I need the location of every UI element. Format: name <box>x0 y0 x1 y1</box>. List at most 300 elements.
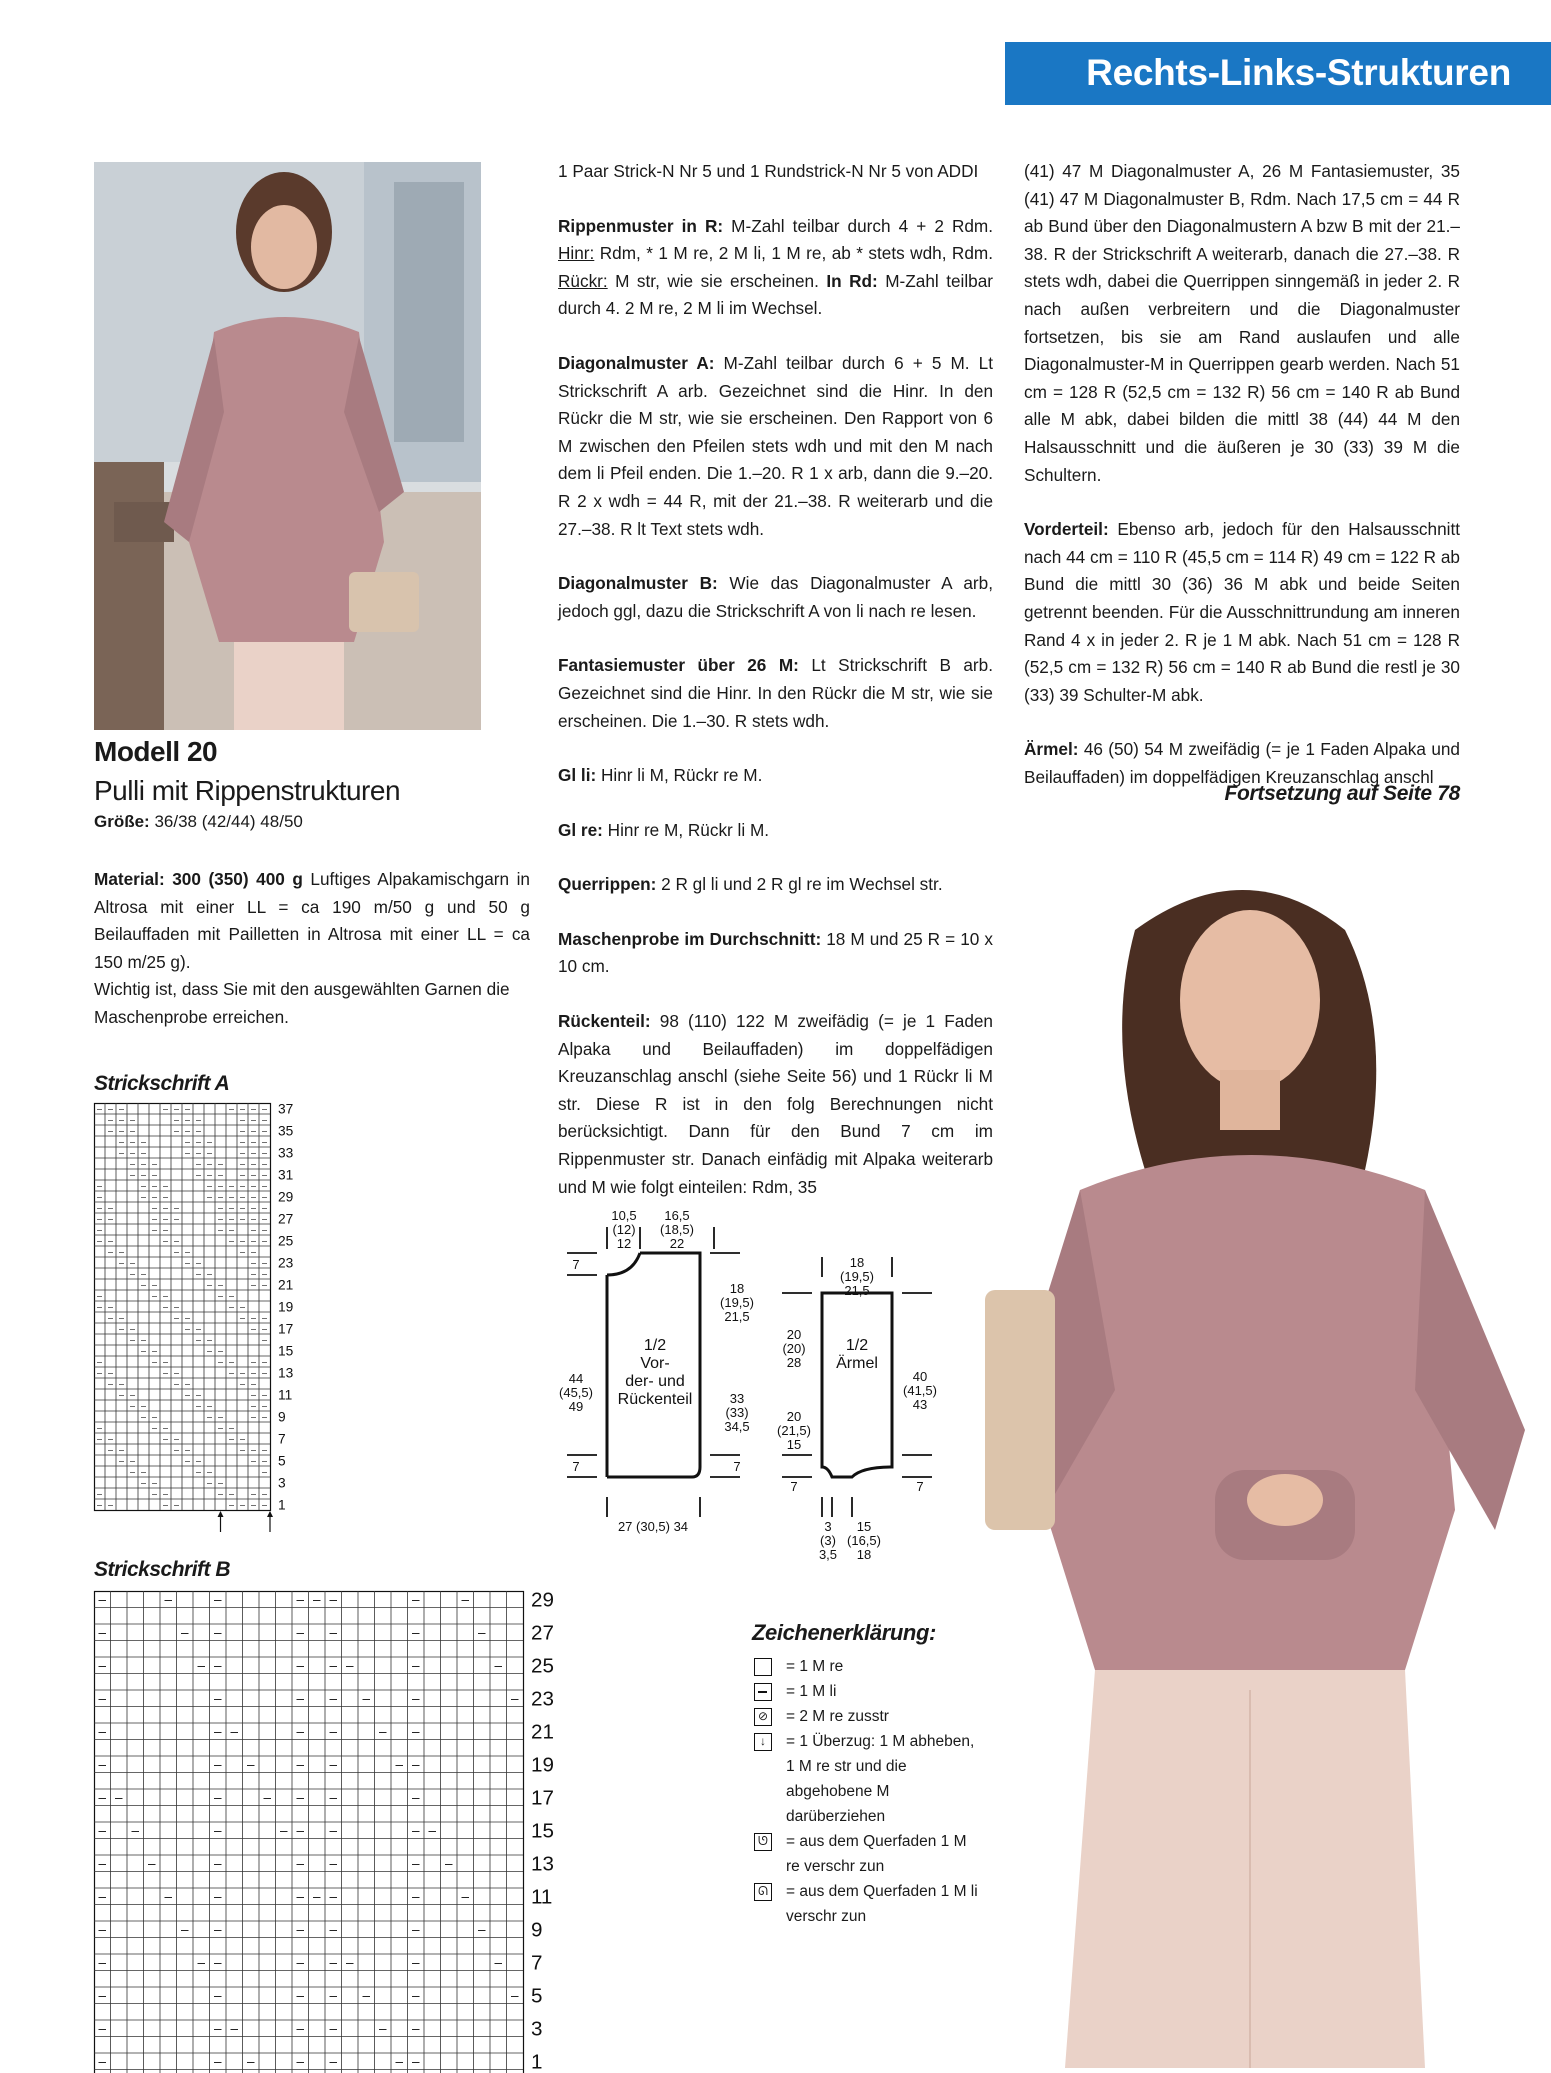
chart-symbol: – <box>196 1401 202 1411</box>
chart-symbol: – <box>185 1258 191 1268</box>
chart-symbol: – <box>395 1757 403 1772</box>
dim-neck: 7 <box>572 1257 579 1272</box>
chart-symbol: – <box>329 2021 337 2036</box>
chart-symbol: – <box>329 2054 337 2069</box>
chart-symbol: – <box>379 2021 387 2036</box>
chart-symbol: – <box>428 1823 436 1838</box>
chart-symbol: – <box>119 1324 125 1334</box>
chart-symbol: – <box>240 1368 246 1378</box>
chart-symbol: – <box>240 1313 246 1323</box>
chart-symbol: – <box>97 1225 103 1235</box>
chart-symbol: – <box>329 1889 337 1904</box>
material-note: Wichtig ist, dass Sie mit den ausgewählten Garnen die Maschenprobe erreichen. <box>94 976 530 1031</box>
chart-symbol: – <box>296 1625 304 1640</box>
legend-text: = 1 M re <box>786 1658 843 1675</box>
chart-symbol: – <box>97 1236 103 1246</box>
chart-symbol: – <box>240 1115 246 1125</box>
chart-symbol: – <box>412 2021 420 2036</box>
chart-symbol: – <box>174 1500 180 1510</box>
chart-symbol: – <box>98 1691 106 1706</box>
chart-symbol: – <box>240 1500 246 1510</box>
rueck-text: 98 (110) 122 M zweifädig (= je 1 Faden Alpaka und Beilauffaden) im doppelfädigen Kreuzanschlag anschl (siehe Seite 56) und 1 Rückr li M str. Diese R ist in den folg Berechnungen nicht berücksichtigt. Dann für den Bund 7 cm im Rippenmuster str. Danach einfädig mit Alpaka weiterarb und M wie folgt einteilen: Rdm, 35 <box>558 1011 993 1197</box>
chart-symbol: – <box>251 1214 257 1224</box>
chart-symbol: – <box>251 1148 257 1158</box>
chart-symbol: – <box>229 1291 235 1301</box>
probe-text: 18 M und 25 R = 10 x 10 cm. <box>558 929 993 977</box>
chart-symbol: – <box>196 1148 202 1158</box>
chart-symbol: – <box>108 1104 114 1114</box>
chart-symbol: – <box>152 1214 158 1224</box>
chart-symbol: – <box>214 1691 222 1706</box>
chart-symbol: – <box>262 1456 268 1466</box>
chart-symbol: – <box>240 1192 246 1202</box>
row-number: 7 <box>278 1431 286 1446</box>
dim-body-bund: 7 <box>572 1459 579 1474</box>
chart-symbol: – <box>152 1291 158 1301</box>
chart-symbol: – <box>412 1625 420 1640</box>
chart-symbol: – <box>98 1889 106 1904</box>
rib-pattern <box>558 213 993 323</box>
chart-symbol: – <box>163 1225 169 1235</box>
chart-symbol: – <box>97 1357 103 1367</box>
chart-symbol: – <box>152 1280 158 1290</box>
chart-symbol: – <box>251 1181 257 1191</box>
chart-symbol: – <box>119 1115 125 1125</box>
chart-symbol: – <box>174 1104 180 1114</box>
legend-item-purl <box>752 1679 982 1704</box>
chart-symbol: – <box>218 1225 224 1235</box>
row-number: 17 <box>531 1787 554 1810</box>
chart-b-title: Strickschrift B <box>94 1558 230 1582</box>
chart-symbol: – <box>240 1434 246 1444</box>
gl-re <box>558 817 993 845</box>
row-number: 27 <box>278 1211 293 1226</box>
chart-symbol: – <box>185 1247 191 1257</box>
chart-symbol: – <box>218 1357 224 1367</box>
model-photo-top <box>94 162 481 730</box>
chart-symbol: – <box>329 1955 337 1970</box>
chart-symbol: – <box>214 1955 222 1970</box>
chart-symbol: – <box>218 1203 224 1213</box>
chart-symbol: – <box>240 1214 246 1224</box>
chart-symbol: – <box>141 1467 147 1477</box>
dim-side: (33) <box>725 1405 748 1420</box>
chart-symbol: – <box>251 1115 257 1125</box>
chart-symbol: – <box>196 1467 202 1477</box>
chart-symbol: – <box>214 1988 222 2003</box>
probe-label: Maschenprobe im Durchschnitt: <box>558 929 821 949</box>
chart-symbol: – <box>197 1658 205 1673</box>
chart-symbol: – <box>152 1159 158 1169</box>
dim-side: 33 <box>730 1391 744 1406</box>
chart-symbol: – <box>185 1104 191 1114</box>
chart-symbol: – <box>296 1592 304 1607</box>
chart-symbol: – <box>174 1368 180 1378</box>
chart-symbol: – <box>141 1148 147 1158</box>
chart-symbol: – <box>247 1757 255 1772</box>
dim-sleeve-upper: 20 <box>787 1327 801 1342</box>
legend-text: = 1 M li <box>786 1683 836 1700</box>
dim-sleeve-top: (19,5) <box>840 1269 874 1284</box>
size-value: 36/38 (42/44) 48/50 <box>150 812 303 831</box>
chart-symbol: – <box>229 1489 235 1499</box>
chart-symbol: – <box>97 1434 103 1444</box>
m1-knit-symbol-icon: ᘎ <box>754 1833 772 1851</box>
model-photo-bottom <box>985 870 1551 2068</box>
rib-rueckr: Rückr: <box>558 271 608 291</box>
chart-symbol: – <box>108 1445 114 1455</box>
row-number: 3 <box>531 2018 542 2041</box>
material-label: Material: 300 (350) 400 g <box>94 869 303 889</box>
legend-text: = 2 M re zusstr <box>786 1708 889 1725</box>
chart-symbol: – <box>108 1236 114 1246</box>
chart-symbol: – <box>296 1691 304 1706</box>
size-label: Größe: <box>94 812 150 831</box>
chart-symbol: – <box>251 1401 257 1411</box>
chart-symbol: – <box>174 1247 180 1257</box>
chart-symbol: – <box>346 1955 354 1970</box>
chart-symbol: – <box>97 1291 103 1301</box>
chart-symbol: – <box>196 1269 202 1279</box>
diag-b-text: Wie das Diagonalmuster A arb, jedoch ggl, dazu die Strickschrift A von li nach re lesen. <box>558 573 993 621</box>
chart-symbol: – <box>141 1269 147 1279</box>
instructions-column-2 <box>558 158 993 1228</box>
chart-symbol: – <box>141 1478 147 1488</box>
chart-symbol: – <box>251 1247 257 1257</box>
chart-symbol: – <box>98 1955 106 1970</box>
chart-symbol: – <box>262 1401 268 1411</box>
gl-li <box>558 762 993 790</box>
row-number: 21 <box>531 1721 554 1744</box>
body-label: 1/2 <box>644 1337 666 1354</box>
dim-side: 34,5 <box>724 1419 749 1434</box>
chart-symbol: – <box>97 1192 103 1202</box>
material-text: Luftiges Alpakamischgarn in Altrosa mit einer LL = ca 190 m/50 g und 50 g Beilauffaden mit Pailletten in Altrosa mit einer LL = ca 150 m/25 g). <box>94 869 530 972</box>
chart-symbol: – <box>262 1412 268 1422</box>
chart-symbol: – <box>329 1922 337 1937</box>
chart-symbol: – <box>296 1856 304 1871</box>
glre-label: Gl re: <box>558 820 603 840</box>
chart-symbol: – <box>108 1126 114 1136</box>
chart-symbol: – <box>240 1126 246 1136</box>
chart-symbol: – <box>262 1357 268 1367</box>
rib-label: Rippenmuster in R: <box>558 216 723 236</box>
diag-a-text: M-Zahl teilbar durch 6 + 5 M. Lt Strickschrift A arb. Gezeichnet sind die Hinr. In den Rückr die M str, wie sie erscheinen. Den Rapport von 6 M zwischen den Pfeilen stets wdh und mit den M nach dem li Pfeil enden. Die 1.–20. R 1 x arb, dann die 9.–20. R 2 x wdh = 44 R, mit der 21.–38. R weiterarb und die 27.–38. R lt Text stets wdh. <box>558 353 993 539</box>
section-title: Rechts-Links-Strukturen <box>1086 52 1511 94</box>
row-number: 1 <box>278 1497 286 1512</box>
chart-symbol: – <box>251 1126 257 1136</box>
chart-symbol: – <box>119 1456 125 1466</box>
row-number: 9 <box>278 1409 286 1424</box>
dim-armhole: 21,5 <box>724 1309 749 1324</box>
chart-symbol: – <box>251 1489 257 1499</box>
row-number: 15 <box>278 1343 294 1358</box>
dim-sleeve-top: 21,5 <box>844 1283 869 1298</box>
chart-symbol: – <box>163 1423 169 1433</box>
dim-sleeve-len: 40 <box>913 1369 927 1384</box>
row-number: 5 <box>278 1453 286 1468</box>
chart-symbol: – <box>251 1137 257 1147</box>
chart-symbol: – <box>263 1790 271 1805</box>
chart-symbol: – <box>251 1357 257 1367</box>
chart-symbol: – <box>141 1192 147 1202</box>
chart-symbol: – <box>262 1148 268 1158</box>
fantasy-pattern <box>558 652 993 735</box>
row-number: 29 <box>531 1589 554 1612</box>
chart-symbol: – <box>141 1412 147 1422</box>
chart-symbol: – <box>185 1324 191 1334</box>
chart-symbol: – <box>174 1434 180 1444</box>
chart-symbol: – <box>240 1203 246 1213</box>
row-number: 13 <box>278 1365 294 1380</box>
chart-symbol: – <box>445 1856 453 1871</box>
chart-b <box>94 1591 734 1931</box>
chart-symbol: – <box>119 1390 125 1400</box>
chart-symbol: – <box>141 1335 147 1345</box>
chart-symbol: – <box>207 1280 213 1290</box>
chart-symbol: – <box>119 1126 125 1136</box>
chart-symbol: – <box>251 1456 257 1466</box>
chart-symbol: – <box>130 1170 136 1180</box>
legend-item-m1k <box>752 1829 982 1879</box>
chart-symbol: – <box>115 1790 123 1805</box>
chart-symbol: – <box>329 1823 337 1838</box>
legend-title: Zeichenerklärung: <box>752 1620 982 1646</box>
fant-label: Fantasiemuster über 26 M: <box>558 655 799 675</box>
chart-symbol: – <box>296 1889 304 1904</box>
row-number: 31 <box>278 1167 293 1182</box>
dim-body-height: 44 <box>569 1371 583 1386</box>
skp-symbol-icon: ↓ <box>754 1733 772 1751</box>
chart-symbol: – <box>296 1724 304 1739</box>
chart-symbol: – <box>280 1823 288 1838</box>
chart-symbol: – <box>214 1790 222 1805</box>
chart-symbol: – <box>174 1236 180 1246</box>
rueckenteil <box>558 1008 993 1201</box>
chart-symbol: – <box>98 1757 106 1772</box>
chart-symbol: – <box>251 1379 257 1389</box>
chart-symbol: – <box>119 1104 125 1114</box>
chart-symbol: – <box>329 1625 337 1640</box>
dim-sleeve-lower: (21,5) <box>777 1423 811 1438</box>
chart-symbol: – <box>229 1368 235 1378</box>
chart-symbol: – <box>185 1379 191 1389</box>
chart-symbol: – <box>196 1456 202 1466</box>
legend-text: = aus dem Querfaden 1 M re verschr zun <box>786 1833 967 1875</box>
chart-symbol: – <box>97 1489 103 1499</box>
body-label: der- und <box>625 1373 685 1390</box>
chart-symbol: – <box>185 1126 191 1136</box>
chart-symbol: – <box>251 1258 257 1268</box>
model-subtitle: Pulli mit Rippenstrukturen <box>94 775 400 807</box>
chart-symbol: – <box>262 1500 268 1510</box>
chart-symbol: – <box>262 1335 268 1345</box>
gauge <box>558 926 993 981</box>
chart-symbol: – <box>247 2054 255 2069</box>
chart-symbol: – <box>412 2054 420 2069</box>
chart-symbol: – <box>152 1170 158 1180</box>
chart-symbol: – <box>97 1181 103 1191</box>
chart-symbol: – <box>262 1368 268 1378</box>
row-number: 17 <box>278 1321 293 1336</box>
chart-symbol: – <box>214 1922 222 1937</box>
dim-top-a: 10,5 <box>611 1208 636 1223</box>
chart-symbol: – <box>130 1148 136 1158</box>
aermel-text: 46 (50) 54 M zweifädig (= je 1 Faden Alpaka und Beilauffaden) im doppelfädigen Kreuzanschlag anschl <box>1024 739 1460 787</box>
chart-symbol: – <box>174 1115 180 1125</box>
chart-symbol: – <box>379 1724 387 1739</box>
chart-symbol: – <box>207 1478 213 1488</box>
chart-symbol: – <box>230 1724 238 1739</box>
chart-symbol: – <box>251 1170 257 1180</box>
dim-width: 27 (30,5) 34 <box>618 1519 688 1534</box>
legend-item-knit <box>752 1654 982 1679</box>
chart-symbol: – <box>207 1137 213 1147</box>
chart-symbol: – <box>511 1691 519 1706</box>
chart-symbol: – <box>152 1203 158 1213</box>
chart-symbol: – <box>152 1357 158 1367</box>
chart-symbol: – <box>329 1592 337 1607</box>
quer-label: Querrippen: <box>558 874 656 894</box>
chart-symbol: – <box>262 1236 268 1246</box>
chart-symbol: – <box>152 1192 158 1202</box>
chart-symbol: – <box>163 1357 169 1367</box>
chart-symbol: – <box>251 1324 257 1334</box>
chart-symbol: – <box>240 1379 246 1389</box>
chart-symbol: – <box>97 1368 103 1378</box>
chart-symbol: – <box>130 1258 136 1268</box>
chart-symbol: – <box>262 1225 268 1235</box>
chart-symbol: – <box>214 1889 222 1904</box>
chart-symbol: – <box>296 1823 304 1838</box>
chart-symbol: – <box>218 1423 224 1433</box>
chart-symbol: – <box>240 1148 246 1158</box>
rib-text: M-Zahl teilbar durch 4 + 2 Rdm. <box>723 216 993 236</box>
chart-symbol: – <box>329 1691 337 1706</box>
chart-symbol: – <box>240 1104 246 1114</box>
chart-symbol: – <box>494 1955 502 1970</box>
row-number: 29 <box>278 1189 293 1204</box>
chart-symbol: – <box>329 1724 337 1739</box>
chart-symbol: – <box>262 1115 268 1125</box>
chart-symbol: – <box>230 2021 238 2036</box>
chart-symbol: – <box>148 1856 156 1871</box>
row-number: 1 <box>531 2051 542 2073</box>
chart-symbol: – <box>461 1592 469 1607</box>
chart-symbol: – <box>152 1478 158 1488</box>
chart-symbol: – <box>262 1324 268 1334</box>
row-number: 19 <box>278 1299 293 1314</box>
chart-symbol: – <box>251 1313 257 1323</box>
chart-symbol: – <box>214 2021 222 2036</box>
chart-symbol: – <box>97 1302 103 1312</box>
rib-rd-label: In Rd: <box>826 271 877 291</box>
aermel-label: Ärmel: <box>1024 739 1078 759</box>
chart-symbol: – <box>412 1691 420 1706</box>
chart-symbol: – <box>251 1225 257 1235</box>
row-number: 3 <box>278 1475 286 1490</box>
chart-symbol: – <box>218 1489 224 1499</box>
chart-symbol: – <box>251 1203 257 1213</box>
chart-a-title: Strickschrift A <box>94 1072 229 1096</box>
chart-symbol: – <box>108 1500 114 1510</box>
chart-symbol: – <box>174 1302 180 1312</box>
row-number: 13 <box>531 1853 554 1876</box>
chart-symbol: – <box>229 1236 235 1246</box>
chart-symbol: – <box>164 1889 172 1904</box>
rueck-continued: (41) 47 M Diagonalmuster A, 26 M Fantasiemuster, 35 (41) 47 M Diagonalmuster B, Rdm. Nach 17,5 cm = 44 R ab Bund über den Diagonalmustern A bzw B mit der 21.–38. R der Strickschrift A weiterarb, danach die 27.–38. R stets wdh, dabei die Querrippen sinngemäß in jeder 2. R nach außen verbreitern und die Diagonalmuster fortsetzen, bis sie am Rand auslaufen und alle Diagonalmuster-M in Querrippen gearb werden. Nach 51 cm = 128 R (52,5 cm = 132 R) 56 cm = 140 R ab Bund alle M abk, dabei bilden die mittl 38 (44) 44 M den Halsausschnitt und die äußeren je 30 (33) 39 M die Schultern. <box>1024 158 1460 489</box>
rueck-label: Rückenteil: <box>558 1011 651 1031</box>
chart-symbol: – <box>174 1313 180 1323</box>
chart-symbol: – <box>329 1988 337 2003</box>
chart-symbol: – <box>313 1592 321 1607</box>
body-label: Vor- <box>640 1355 669 1372</box>
chart-symbol: – <box>197 1955 205 1970</box>
row-number: 23 <box>531 1688 554 1711</box>
chart-symbol: – <box>130 1159 136 1169</box>
diag-b-label: Diagonalmuster B: <box>558 573 718 593</box>
chart-symbol: – <box>262 1258 268 1268</box>
sleeve-label: 1/2 <box>846 1337 868 1354</box>
chart-symbol: – <box>196 1115 202 1125</box>
vorderteil <box>1024 516 1460 709</box>
chart-symbol: – <box>163 1236 169 1246</box>
chart-symbol: – <box>329 1658 337 1673</box>
chart-symbol: – <box>130 1467 136 1477</box>
chart-symbol: – <box>251 1368 257 1378</box>
chart-symbol: – <box>152 1346 158 1356</box>
chart-symbol: – <box>229 1192 235 1202</box>
chart-symbol: – <box>229 1225 235 1235</box>
chart-symbol: – <box>412 1757 420 1772</box>
dim-body-height: (45,5) <box>559 1385 593 1400</box>
chart-symbol: – <box>207 1170 213 1180</box>
glli-text: Hinr li M, Rückr re M. <box>596 765 762 785</box>
chart-symbol: – <box>196 1324 202 1334</box>
chart-symbol: – <box>131 1823 139 1838</box>
row-number: 5 <box>531 1985 542 2008</box>
chart-symbol: – <box>119 1379 125 1389</box>
chart-symbol: – <box>262 1170 268 1180</box>
dim-sleeve-top: 18 <box>850 1255 864 1270</box>
chart-symbol: – <box>251 1104 257 1114</box>
chart-symbol: – <box>163 1302 169 1312</box>
chart-symbol: – <box>214 1757 222 1772</box>
chart-symbol: – <box>108 1368 114 1378</box>
chart-symbol: – <box>296 1988 304 2003</box>
chart-symbol: – <box>214 1658 222 1673</box>
size-schematic <box>552 1205 952 1580</box>
chart-symbol: – <box>130 1115 136 1125</box>
chart-symbol: – <box>185 1137 191 1147</box>
chart-symbol: – <box>251 1390 257 1400</box>
chart-symbol: – <box>174 1203 180 1213</box>
chart-symbol: – <box>229 1434 235 1444</box>
rib-text: M str, wie sie erscheinen. <box>608 271 827 291</box>
chart-symbol: – <box>163 1500 169 1510</box>
chart-symbol: – <box>412 1922 420 1937</box>
dim-cuff-b: 18 <box>857 1547 871 1562</box>
chart-symbol: – <box>218 1181 224 1191</box>
dim-cuff-b: (16,5) <box>847 1533 881 1548</box>
chart-symbol: – <box>412 1823 420 1838</box>
row-number: 35 <box>278 1123 294 1138</box>
dim-sleeve-upper: 28 <box>787 1355 801 1370</box>
chart-symbol: – <box>119 1148 125 1158</box>
chart-symbol: – <box>152 1181 158 1191</box>
chart-symbol: – <box>240 1445 246 1455</box>
chart-symbol: – <box>174 1126 180 1136</box>
